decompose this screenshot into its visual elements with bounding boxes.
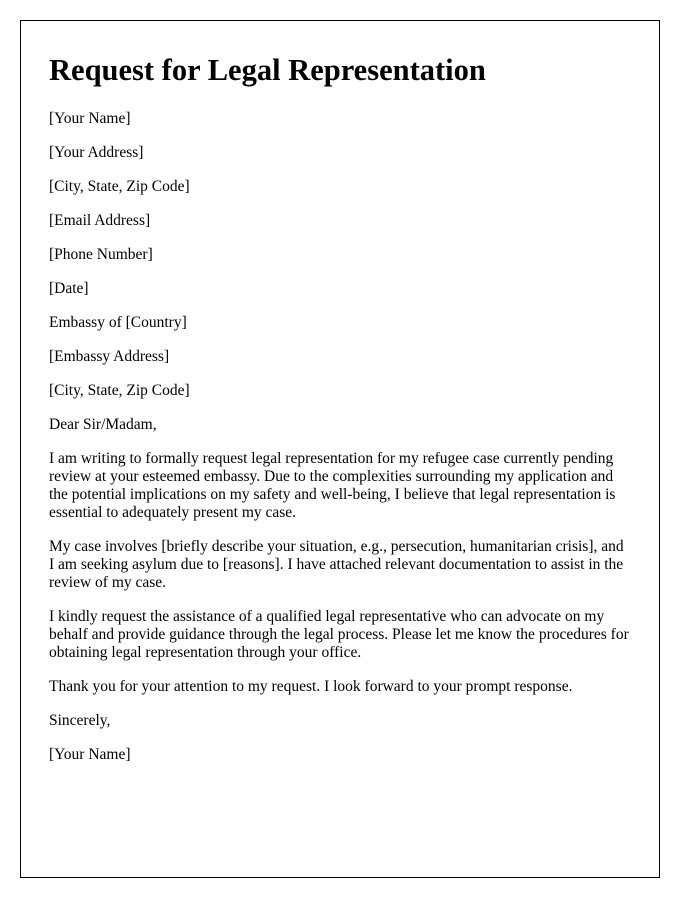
body-paragraph-3: I kindly request the assistance of a qualified legal representative who can advocate on my behalf and provide guidance through the legal process. Please let me know the procedures for obtaining legal representation through your office. xyxy=(49,608,629,661)
sender-address: [Your Address] xyxy=(49,144,144,161)
recipient-city-state-zip: [City, State, Zip Code] xyxy=(49,382,190,399)
sender-email: [Email Address] xyxy=(49,212,151,229)
signature: [Your Name] xyxy=(49,746,131,763)
body-paragraph-4: Thank you for your attention to my request. I look forward to your prompt response. xyxy=(49,678,573,695)
salutation: Dear Sir/Madam, xyxy=(49,416,157,433)
body-paragraph-1: I am writing to formally request legal representation for my refugee case currently pending review at your esteemed embassy. Due to the complexities surrounding my application and the potential implications on my safety and well-being, I believe that legal representation is essential to adequately present my case. xyxy=(49,450,616,521)
recipient-address: [Embassy Address] xyxy=(49,348,170,365)
letter-page xyxy=(20,20,660,878)
sender-city-state-zip: [City, State, Zip Code] xyxy=(49,178,190,195)
letter-date: [Date] xyxy=(49,280,89,297)
sender-name: [Your Name] xyxy=(49,110,131,127)
recipient-name: Embassy of [Country] xyxy=(49,314,187,331)
closing: Sincerely, xyxy=(49,712,111,729)
sender-phone: [Phone Number] xyxy=(49,246,153,263)
body-paragraph-2: My case involves [briefly describe your situation, e.g., persecution, humanitarian crisis], and I am seeking asylum due to [reasons]. I have attached relevant documentation to assist in the review of my case. xyxy=(49,538,624,591)
letter-title: Request for Legal Representation xyxy=(49,53,486,87)
